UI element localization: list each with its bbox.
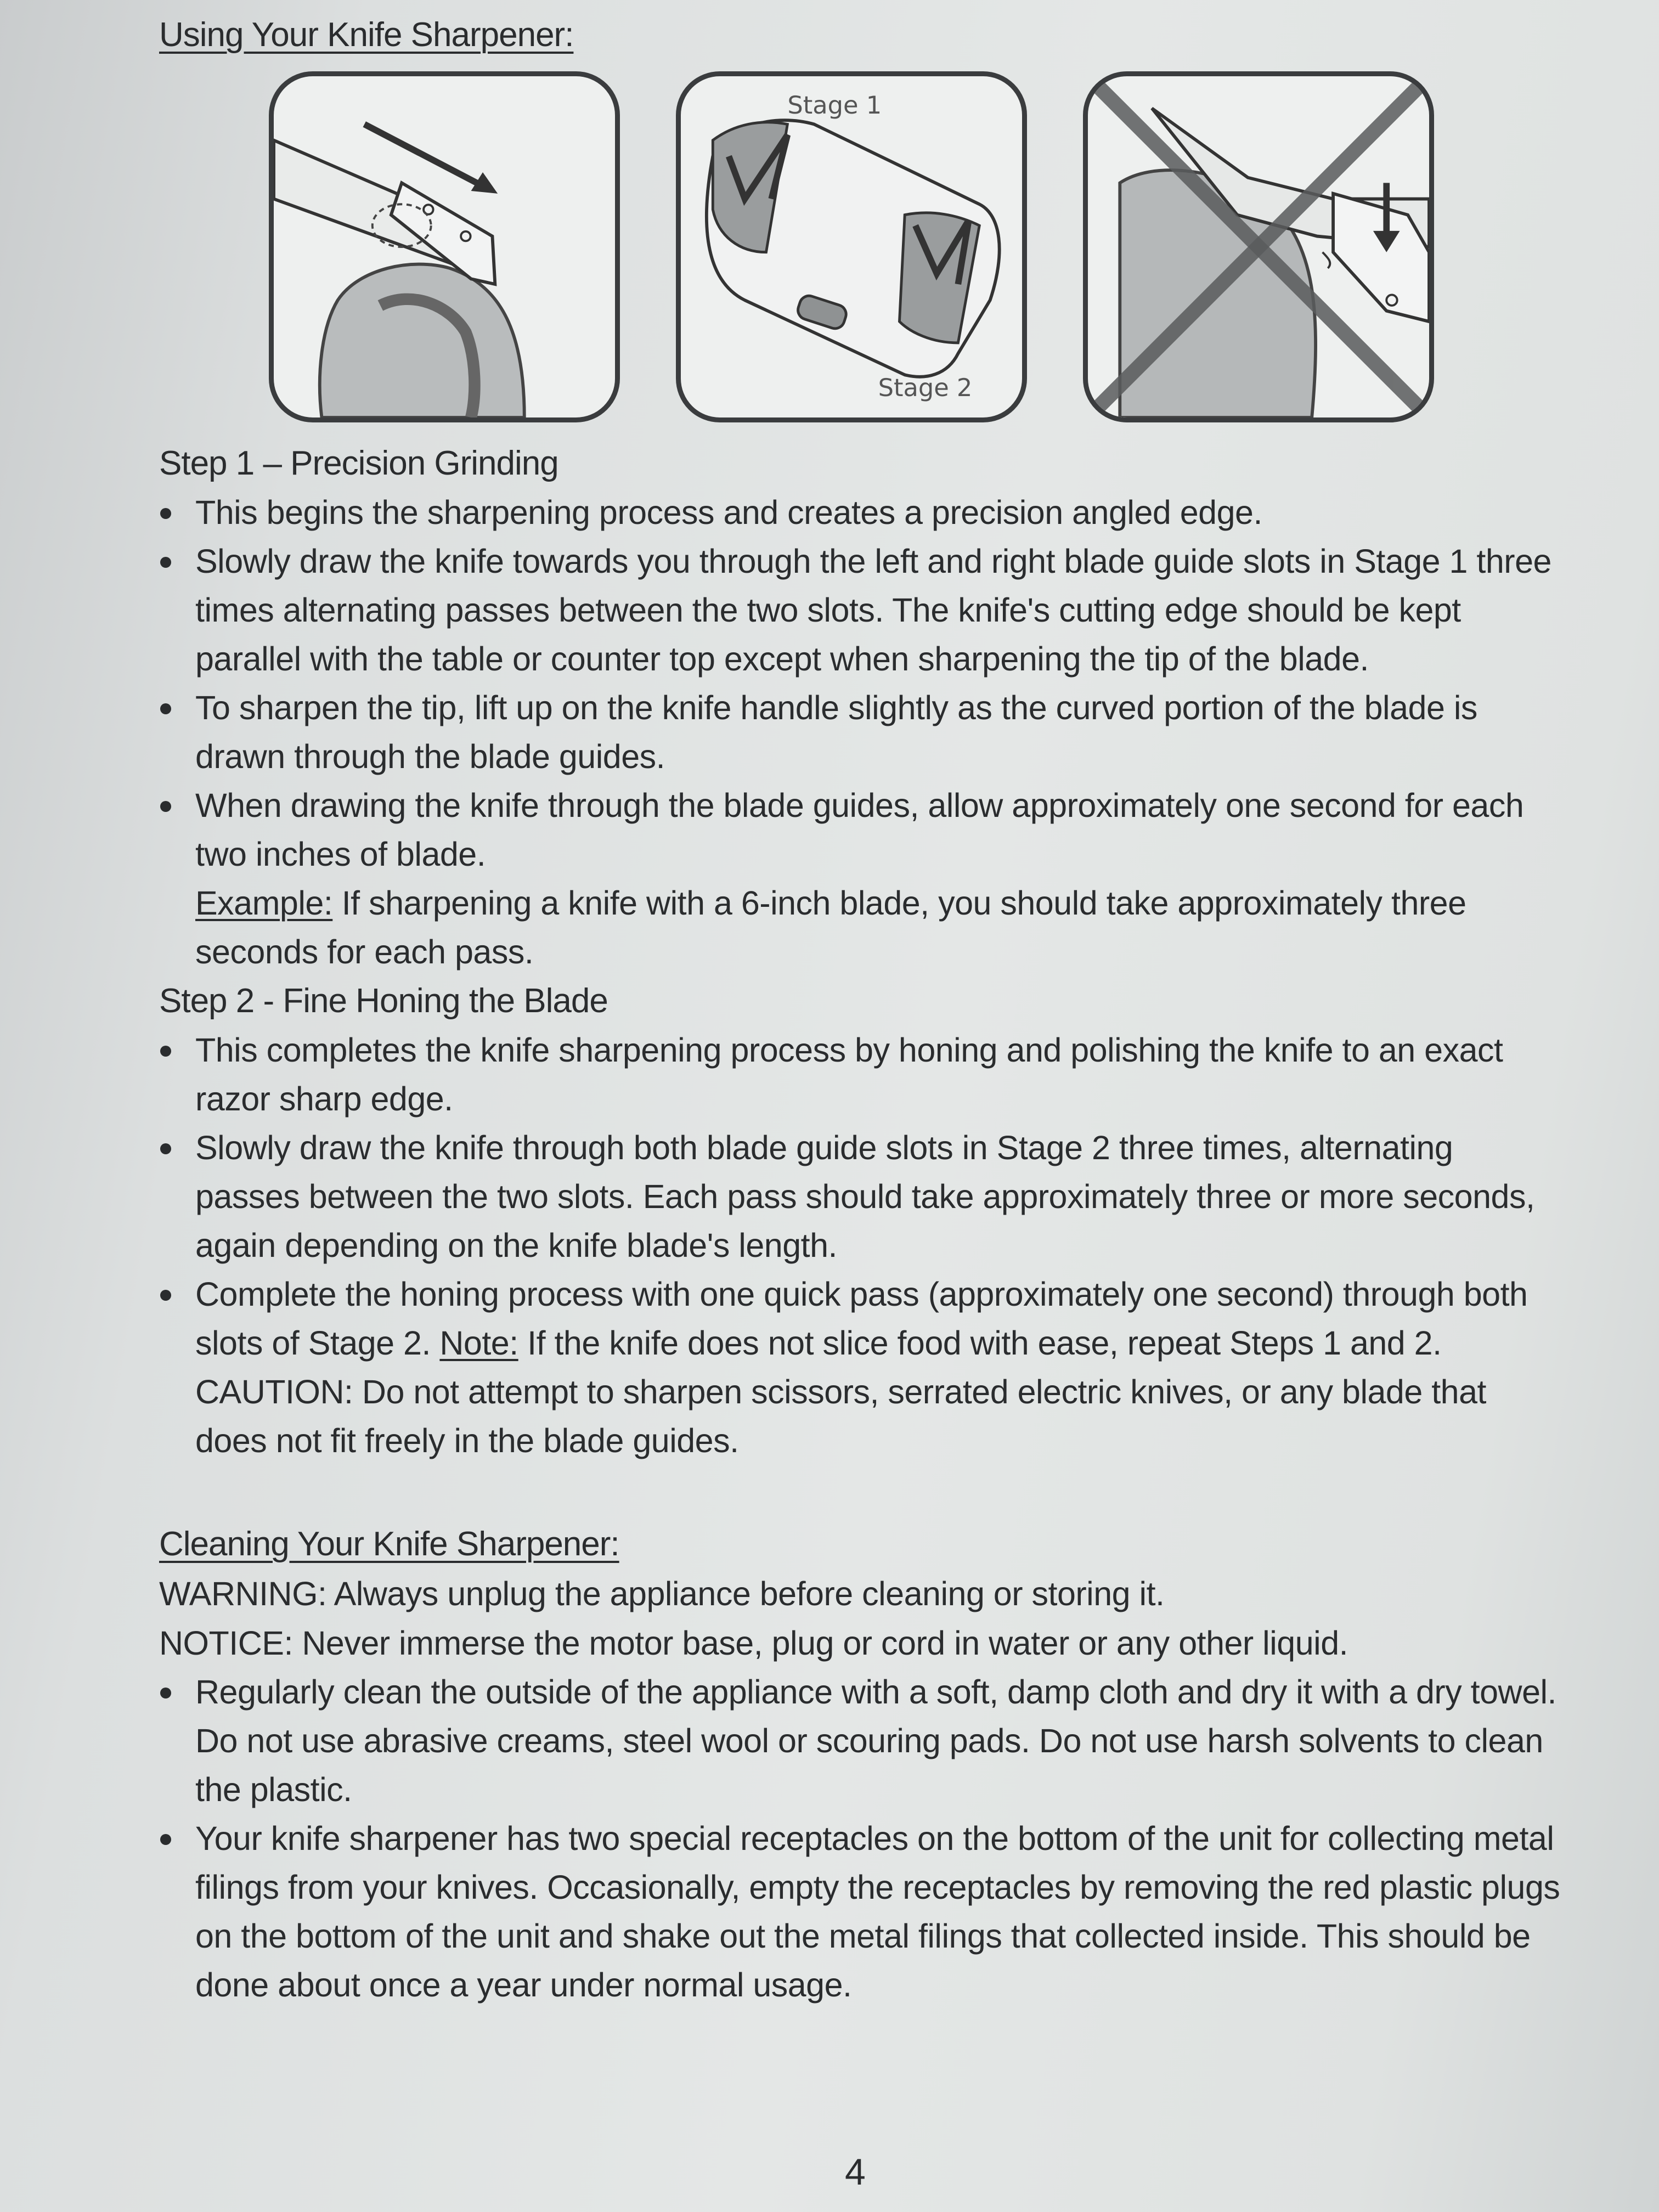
note-text: If the knife does not slice food with ease, repeat Steps 1 and 2.: [518, 1324, 1442, 1362]
list-item-text: When drawing the knife through the blade guides, allow approximately one second for each two inches of blade.: [195, 787, 1524, 873]
draw-knife-illustration: [274, 76, 615, 417]
list-item: Slowly draw the knife towards you through the left and right blade guide slots in Stage 1 three times alternating passes between the two slots. The knife's cutting edge should be kept parallel with the table or counter top except when sharpening the tip of the blade.: [159, 537, 1564, 684]
instructions: [159, 439, 1564, 1465]
note-label: Note:: [439, 1324, 518, 1362]
example: [195, 879, 1564, 977]
step2-list: [159, 1026, 1564, 1465]
warning-text: Always unplug the appliance before cleaning or storing it.: [326, 1575, 1165, 1612]
stage2-label: Stage 2: [878, 374, 973, 403]
stages-illustration: [681, 76, 1022, 417]
stage1-label: Stage 1: [787, 91, 882, 120]
caution-text: Do not attempt to sharpen scissors, serrated electric knives, or any blade that does not fit freely in the blade guides.: [195, 1373, 1486, 1459]
step1-title: Step 1 – Precision Grinding: [159, 444, 558, 482]
example-text: If sharpening a knife with a 6-inch blade, you should take approximately three seconds for each pass.: [195, 884, 1466, 970]
using-heading: Using Your Knife Sharpener:: [159, 16, 574, 54]
example-label: Example:: [195, 884, 333, 922]
warning: [159, 1569, 1575, 1618]
illustrations: [269, 71, 1448, 428]
list-item: This begins the sharpening process and creates a precision angled edge.: [159, 488, 1564, 537]
cleaning-heading: Cleaning Your Knife Sharpener:: [159, 1525, 619, 1563]
notice: [159, 1618, 1575, 1668]
notice-label: NOTICE:: [159, 1624, 293, 1662]
list-item: To sharpen the tip, lift up on the knife handle slightly as the curved portion of the blade is drawn through the blade guides.: [159, 684, 1564, 781]
page-number: 4: [845, 2151, 866, 2193]
caution: [195, 1368, 1564, 1465]
list-item: Your knife sharpener has two special receptacles on the bottom of the unit for collecting metal filings from your knives. Occasionally, empty the receptacles by removing the red plastic plugs on the bottom of the unit and shake out the metal filings that collected inside. This should be done about once a year under normal usage.: [159, 1814, 1575, 2010]
cleaning-list: [159, 1668, 1575, 2010]
incorrect-usage-illustration: [1088, 76, 1429, 417]
figure-draw-knife: [269, 71, 620, 422]
step1-list: [159, 488, 1564, 977]
figure-stages: [676, 71, 1027, 422]
list-item: [159, 781, 1564, 977]
notice-text: Never immerse the motor base, plug or cord in water or any other liquid.: [292, 1624, 1348, 1662]
warning-label: WARNING:: [159, 1575, 327, 1612]
list-item: [159, 1270, 1564, 1465]
list-item: Regularly clean the outside of the appliance with a soft, damp cloth and dry it with a dry towel. Do not use abrasive creams, steel wool or scouring pads. Do not use harsh solvents to clean the plastic.: [159, 1668, 1575, 1814]
list-item-text: Complete the honing process with one quick pass (approximately one second) through both slots of Stage 2.: [195, 1276, 1528, 1362]
caution-label: CAUTION:: [195, 1373, 353, 1410]
cleaning-section: [159, 1520, 1575, 2010]
figure-incorrect: [1083, 71, 1434, 422]
list-item: Slowly draw the knife through both blade guide slots in Stage 2 three times, alternating passes between the two slots. Each pass should take approximately three or more seconds, again depending on the knife blade's length.: [159, 1124, 1564, 1270]
list-item: This completes the knife sharpening process by honing and polishing the knife to an exact razor sharp edge.: [159, 1026, 1564, 1124]
step2-title: Step 2 - Fine Honing the Blade: [159, 982, 608, 1020]
